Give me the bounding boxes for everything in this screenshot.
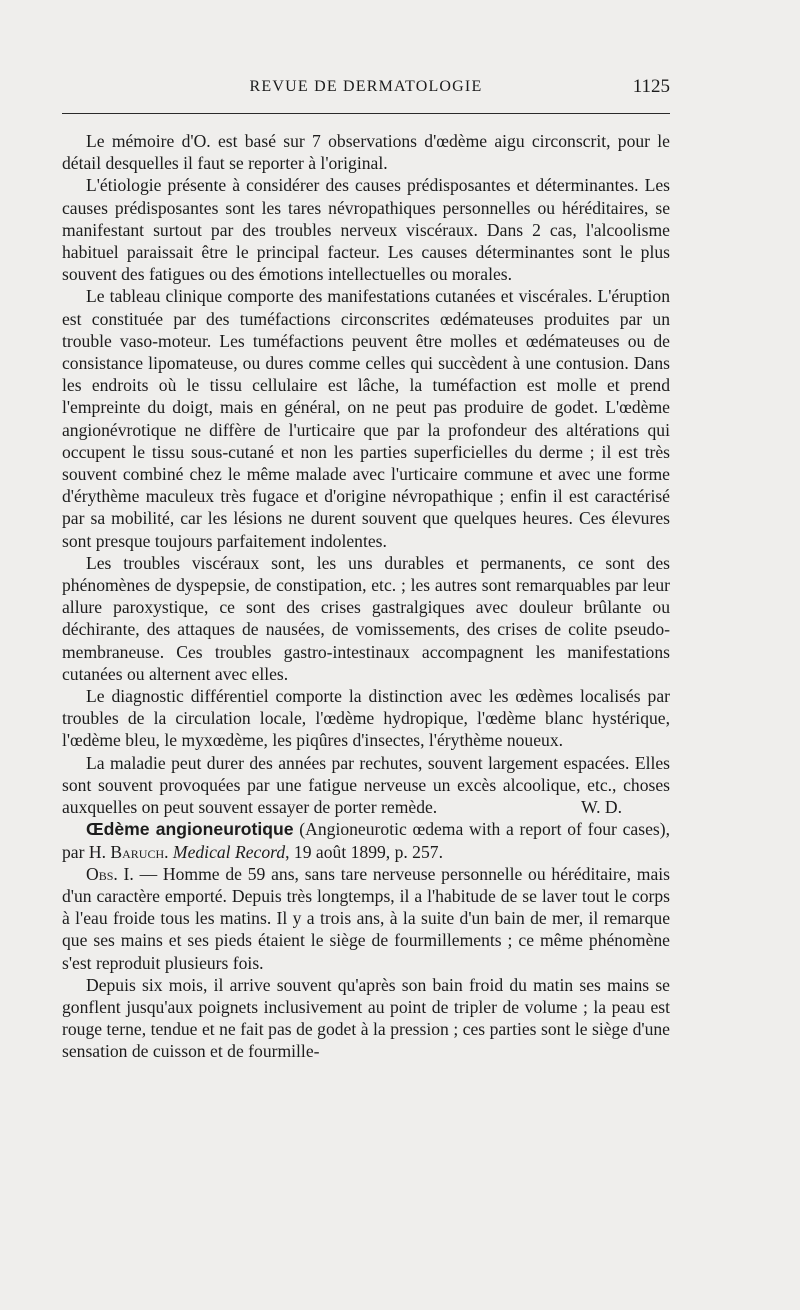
header-rule (62, 113, 670, 114)
signature: W. D. (581, 797, 622, 818)
citation-end: , 19 août 1899, p. 257. (285, 841, 443, 862)
journal-title: REVUE DE DERMATOLOGIE (249, 78, 483, 95)
citation-sep: . (164, 841, 173, 862)
article-heading: Œdème angioneurotique (86, 819, 294, 840)
observation-paragraph (62, 863, 670, 974)
journal-name: Medical Record (172, 841, 286, 862)
citation-text: (Angioneurotic œdema with a report of four cases), par H. (62, 819, 670, 862)
paragraph: Depuis six mois, il arrive souvent qu'après son bain froid du matin ses mains se gonflent jusqu'aux poignets inclusivement au point de tripler de volume ; la peau est rouge terne, tendue et ne fait pas de godet à la pression ; ces parties sont le siège d'une sensation de cuisson et de fourmille- (62, 974, 670, 1062)
observation-text: — Homme de 59 ans, sans tare nerveuse personnelle ou héréditaire, mais d'un caractère emporté. Depuis très longtemps, il a l'habitude de se laver tout le corps à l'eau froide tous les matins. Il y a trois ans, à la suite d'un bain de mer, il remarque que ses mains et ses pieds étaient le siège de fourmillements ; ce même phénomène s'est reproduit plusieurs fois. (62, 863, 670, 973)
author-name: Baruch (110, 841, 165, 862)
page-number: 1125 (632, 76, 670, 97)
paragraph: Les troubles viscéraux sont, les uns durables et permanents, ce sont des phénomènes de dyspepsie, de constipation, etc. ; les autres sont remarquables par leur allure paroxystique, ce sont des crises gastralgiques avec douleur brûlante ou déchirante, des attaques de nausées, de vomissements, des crises de colite pseudo-membraneuse. Ces troubles gastro-intestinaux accompagnent les manifestations cutanées ou alternent avec elles. (62, 552, 670, 684)
paragraph: Le diagnostic différentiel comporte la distinction avec les œdèmes localisés par troubles de la circulation locale, l'œdème hydropique, l'œdème blanc hystérique, l'œdème bleu, le myxœdème, les piqûres d'insectes, l'érythème noueux. (62, 686, 670, 751)
paragraph: Le tableau clinique comporte des manifestations cutanées et viscérales. L'éruption est constituée par des tuméfactions circonscrites œdémateuses produites par un trouble vaso-moteur. Les tuméfactions peuvent être molles et œdémateuses ou de consistance lipomateuse, ou dures comme celles qui succèdent à une contusion. Dans les endroits où le tissu cellulaire est lâche, la tuméfaction est molle et prend l'empreinte du doigt, mais en général, on ne peut pas produire de godet. L'œdème angionévrotique ne diffère de l'urticaire que par la profondeur des altérations qui occupent le tissu sous-cutané et non les parties superficielles du derme ; il est très souvent combiné chez le même malade avec l'urticaire commune et avec une forme d'érythème maculeux très fugace et d'origine névropathique ; enfin il est caractérisé par sa mobilité, car les lésions ne durent souvent que quelques heures. Ces élevures sont presque toujours parfaitement indolentes. (62, 286, 670, 551)
running-header (62, 78, 670, 104)
observation-label: Obs. I. (86, 863, 134, 884)
paragraph: Le mémoire d'O. est basé sur 7 observations d'œdème aigu circonscrit, pour le détail desquelles il faut se reporter à l'original. (62, 131, 670, 174)
paragraph: L'étiologie présente à considérer des causes prédisposantes et déterminantes. Les causes prédisposantes sont les tares névropathiques personnelles ou héréditaires, se manifestant surtout par des troubles nerveux viscéraux. Dans 2 cas, l'alcoolisme habituel paraissait être le principal facteur. Les causes déterminantes sont le plus souvent des fatigues ou des émotions intellectuelles ou morales. (62, 175, 670, 285)
body-text (62, 130, 670, 1063)
paragraph: La maladie peut durer des années par rechutes, souvent largement espacées. Elles sont souvent provoquées par une fatigue nerveuse un excès alcoolique, etc., choses auxquelles on peut souvent essayer de porter remède. (62, 752, 670, 818)
article-citation (62, 818, 670, 862)
